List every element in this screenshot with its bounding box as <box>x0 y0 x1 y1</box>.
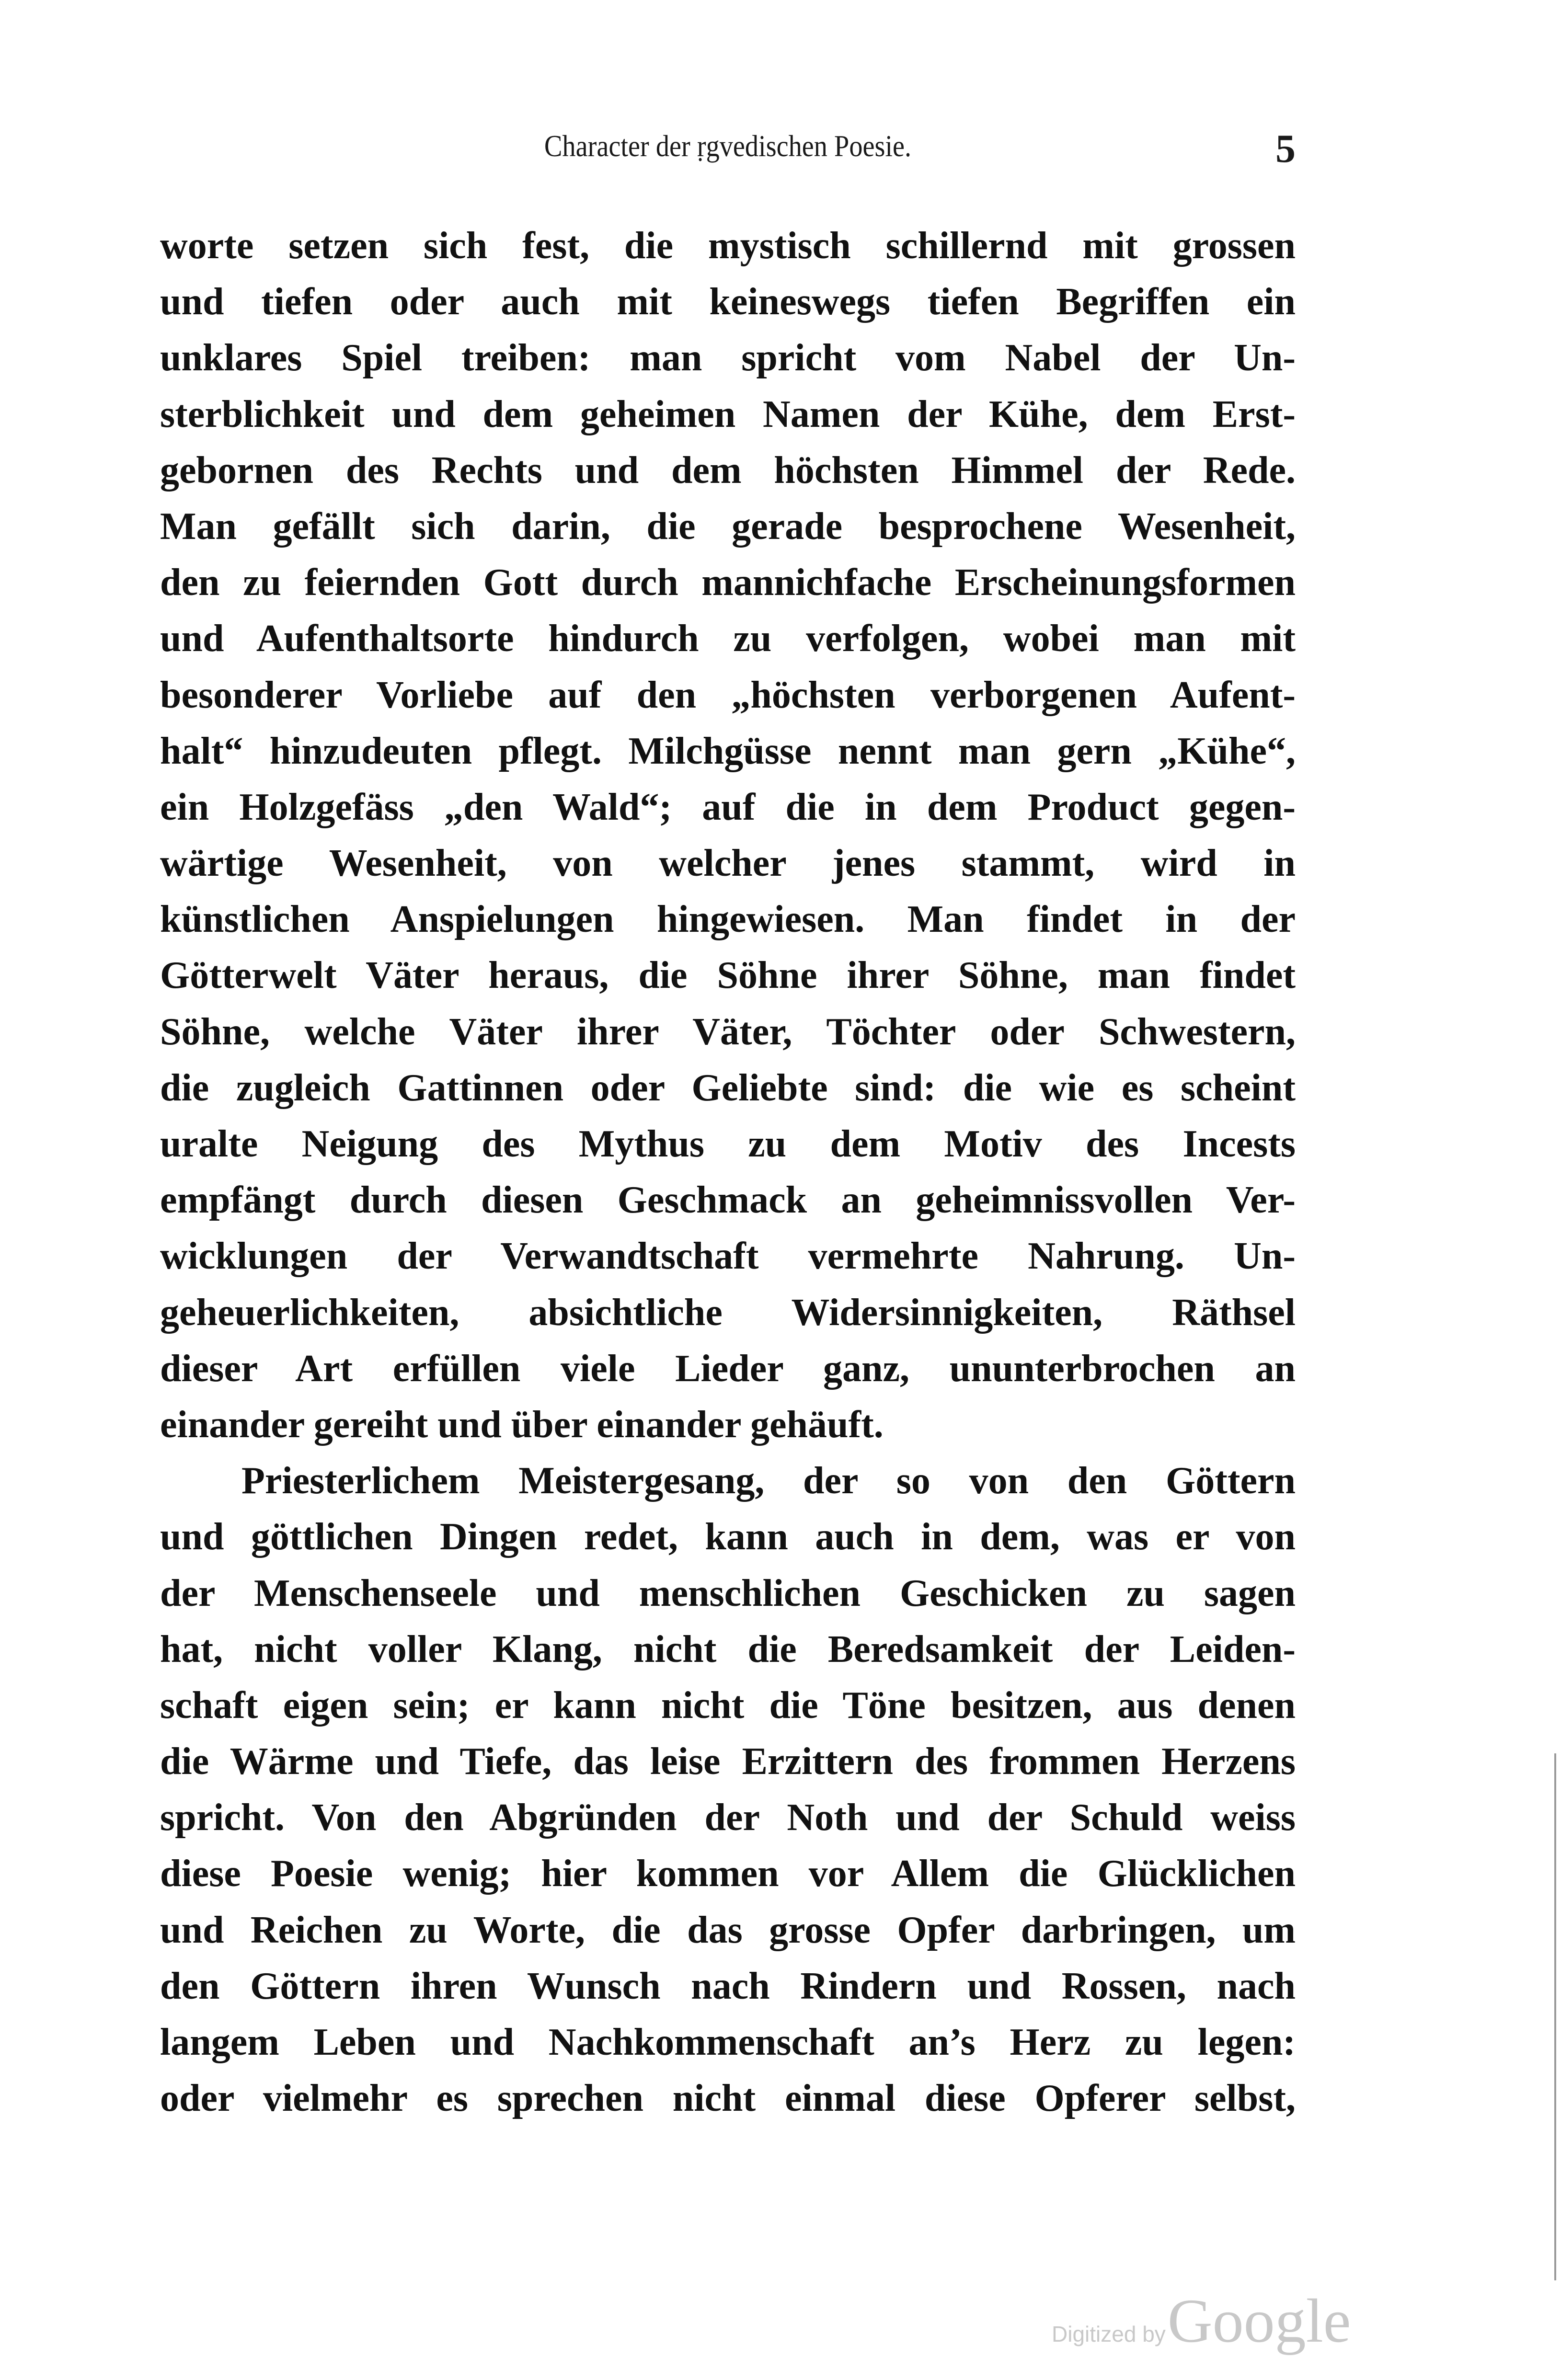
text-line: empfängt durch diesen Geschmack an geheimnissvollen Ver- <box>160 1179 1296 1222</box>
text-line: und Reichen zu Worte, die das grosse Opfer darbringen, um <box>160 1909 1296 1951</box>
body-text <box>160 218 1296 2127</box>
text-line: dieser Art erfüllen viele Lieder ganz, ununterbrochen an <box>160 1347 1296 1390</box>
text-line: den zu feiernden Gott durch mannichfache Erscheinungsformen <box>160 561 1296 604</box>
scan-edge <box>1554 1753 1556 2280</box>
watermark-prefix: Digitized by <box>1052 2322 1166 2346</box>
text-line: einander gereiht und über einander gehäuft. <box>160 1403 884 1446</box>
page-number: 5 <box>1275 126 1296 171</box>
text-line: halt“ hinzudeuten pflegt. Milchgüsse nennt man gern „Kühe“, <box>160 730 1296 772</box>
text-line: uralte Neigung des Mythus zu dem Motiv des Incests <box>160 1123 1296 1165</box>
text-line: spricht. Von den Abgründen der Noth und der Schuld weiss <box>160 1796 1296 1839</box>
text-line: wicklungen der Verwandtschaft vermehrte Nahrung. Un- <box>160 1235 1296 1278</box>
text-line: gebornen des Rechts und dem höchsten Himmel der Rede. <box>160 449 1296 492</box>
text-line: künstlichen Anspielungen hingewiesen. Man findet in der <box>160 898 1296 941</box>
text-line: und tiefen oder auch mit keineswegs tiefen Begriffen ein <box>160 281 1296 323</box>
text-line: hat, nicht voller Klang, nicht die Beredsamkeit der Leiden- <box>160 1628 1296 1671</box>
text-line: Götterwelt Väter heraus, die Söhne ihrer Söhne, man findet <box>160 954 1296 997</box>
text-line: und Aufenthaltsorte hindurch zu verfolgen, wobei man mit <box>160 618 1296 660</box>
text-line: die Wärme und Tiefe, das leise Erzittern des frommen Herzens <box>160 1740 1296 1783</box>
text-line: wärtige Wesenheit, von welcher jenes stammt, wird in <box>160 842 1296 885</box>
text-line: schaft eigen sein; er kann nicht die Töne besitzen, aus denen <box>160 1684 1296 1727</box>
text-line: ein Holzgefäss „den Wald“; auf die in dem Product gegen- <box>160 786 1296 828</box>
text-line: sterblichkeit und dem geheimen Namen der Kühe, dem Erst- <box>160 393 1296 435</box>
page-header <box>160 128 1296 181</box>
text-line: Söhne, welche Väter ihrer Väter, Töchter oder Schwestern, <box>160 1010 1296 1053</box>
text-line: und göttlichen Dingen redet, kann auch in dem, was er von <box>160 1516 1296 1558</box>
watermark-brand: Google <box>1167 2287 1351 2356</box>
digitized-by-google-watermark <box>1052 2285 1351 2357</box>
text-line: Priesterlichem Meistergesang, der so von den Göttern <box>241 1460 1296 1502</box>
paragraph <box>160 1453 1296 2127</box>
text-line: den Göttern ihren Wunsch nach Rindern und Rossen, nach <box>160 1965 1296 2007</box>
text-line: besonderer Vorliebe auf den „höchsten verborgenen Aufent- <box>160 674 1296 716</box>
text-line: die zugleich Gattinnen oder Geliebte sind: die wie es scheint <box>160 1066 1296 1109</box>
text-line: langem Leben und Nachkommenschaft an’s Herz zu legen: <box>160 2021 1296 2063</box>
text-line: unklares Spiel treiben: man spricht vom Nabel der Un- <box>160 337 1296 379</box>
text-line: oder vielmehr es sprechen nicht einmal diese Opferer selbst, <box>160 2077 1296 2120</box>
running-title: Character der ṛgvedischen Poesie. <box>544 129 912 163</box>
text-line: der Menschenseele und menschlichen Geschicken zu sagen <box>160 1572 1296 1614</box>
text-line: Man gefällt sich darin, die gerade besprochene Wesenheit, <box>160 505 1296 548</box>
paragraph <box>160 218 1296 1453</box>
text-line: worte setzen sich fest, die mystisch schillernd mit grossen <box>160 225 1296 267</box>
text-line: geheuerlichkeiten, absichtliche Widersinnigkeiten, Räthsel <box>160 1291 1296 1334</box>
text-line: diese Poesie wenig; hier kommen vor Allem die Glücklichen <box>160 1853 1296 1895</box>
